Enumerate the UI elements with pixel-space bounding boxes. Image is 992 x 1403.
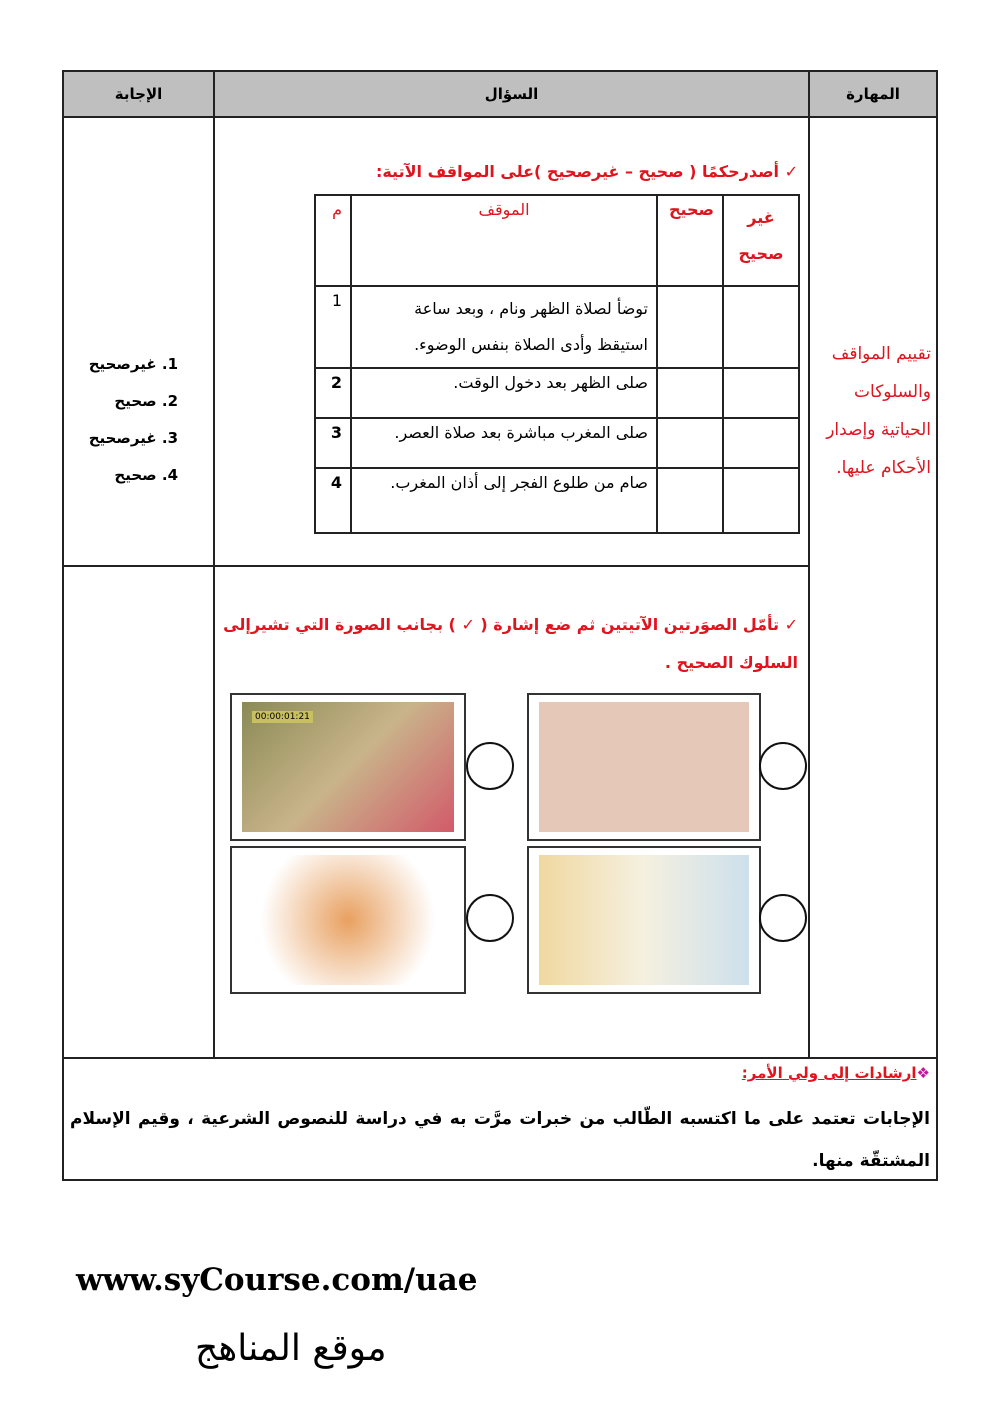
answer-item: 2. صحيح [114, 392, 178, 410]
checkbox-circle[interactable] [759, 894, 807, 942]
answer-item: 1. غيرصحيح [88, 355, 178, 373]
incorrect-cell[interactable] [723, 468, 799, 533]
q2-instruction: ✓ تأمّل الصوَرتين الآتيتين ثم ضع إشارة ( ✓ ) بجانب الصورة التي تشيرإلى السلوك الصحيح . [223, 615, 798, 672]
judgement-table [314, 194, 800, 534]
row-text: توضأ لصلاة الظهر ونام ، وبعد ساعة استيقظ وأدى الصلاة بنفس الوضوء. [351, 286, 657, 368]
incorrect-cell[interactable] [723, 418, 799, 468]
q1-instruction: ✓ أصدرحكمًا ( صحيح – غيرصحيح )على المواقف الآتية: [375, 162, 798, 181]
skill-text: تقييم المواقف والسلوكات الحياتية وإصدار الأحكام عليها. [826, 344, 931, 478]
row-number: 1 [315, 286, 351, 368]
image-ablution [527, 693, 761, 841]
video-timestamp: 00:00:01:21 [252, 711, 313, 723]
image-fighting [230, 846, 466, 994]
correct-cell[interactable] [657, 418, 723, 468]
row-text: صلى المغرب مباشرة بعد صلاة العصر. [351, 418, 657, 468]
guidance-text: الإجابات تعتمد على ما اكتسبه الطّالب من خبرات مرَّت به في دراسة للنصوص الشرعية ، وقيم الإسلام المشتقّة منها. [70, 1109, 930, 1171]
row-number: 4 [315, 468, 351, 533]
col-incorrect: غير صحيح [723, 195, 799, 286]
site-name: موقع المناهج [195, 1328, 387, 1369]
row-number: 3 [315, 418, 351, 468]
diamond-bullet-icon: ❖ [916, 1064, 930, 1082]
row-number: 2 [315, 368, 351, 418]
header-answer: الإجابة [62, 70, 215, 118]
checkbox-circle[interactable] [466, 742, 514, 790]
answer-cell-1 [62, 116, 215, 567]
col-correct: صحيح [657, 195, 723, 286]
row-text: صام من طلوع الفجر إلى أذان المغرب. [351, 468, 657, 533]
answer-cell-2 [62, 565, 215, 1059]
image-kissing-elder [230, 693, 466, 841]
correct-cell[interactable] [657, 468, 723, 533]
checkbox-circle[interactable] [466, 894, 514, 942]
answers-list [70, 346, 178, 494]
header-question: السؤال [213, 70, 810, 118]
correct-cell[interactable] [657, 286, 723, 368]
skill-cell [808, 116, 938, 1059]
header-skill: المهارة [808, 70, 938, 118]
answer-item: 3. غيرصحيح [88, 429, 178, 447]
col-number: م [315, 195, 351, 286]
answer-item: 4. صحيح [114, 466, 178, 484]
col-situation: الموقف [351, 195, 657, 286]
image-handshake [527, 846, 761, 994]
incorrect-cell[interactable] [723, 368, 799, 418]
checkbox-circle[interactable] [759, 742, 807, 790]
row-text: صلى الظهر بعد دخول الوقت. [351, 368, 657, 418]
correct-cell[interactable] [657, 368, 723, 418]
guidance-title: ❖ارشادات إلى ولي الأمر: [741, 1064, 930, 1082]
incorrect-cell[interactable] [723, 286, 799, 368]
site-url[interactable]: www.syCourse.com/uae [76, 1262, 478, 1298]
